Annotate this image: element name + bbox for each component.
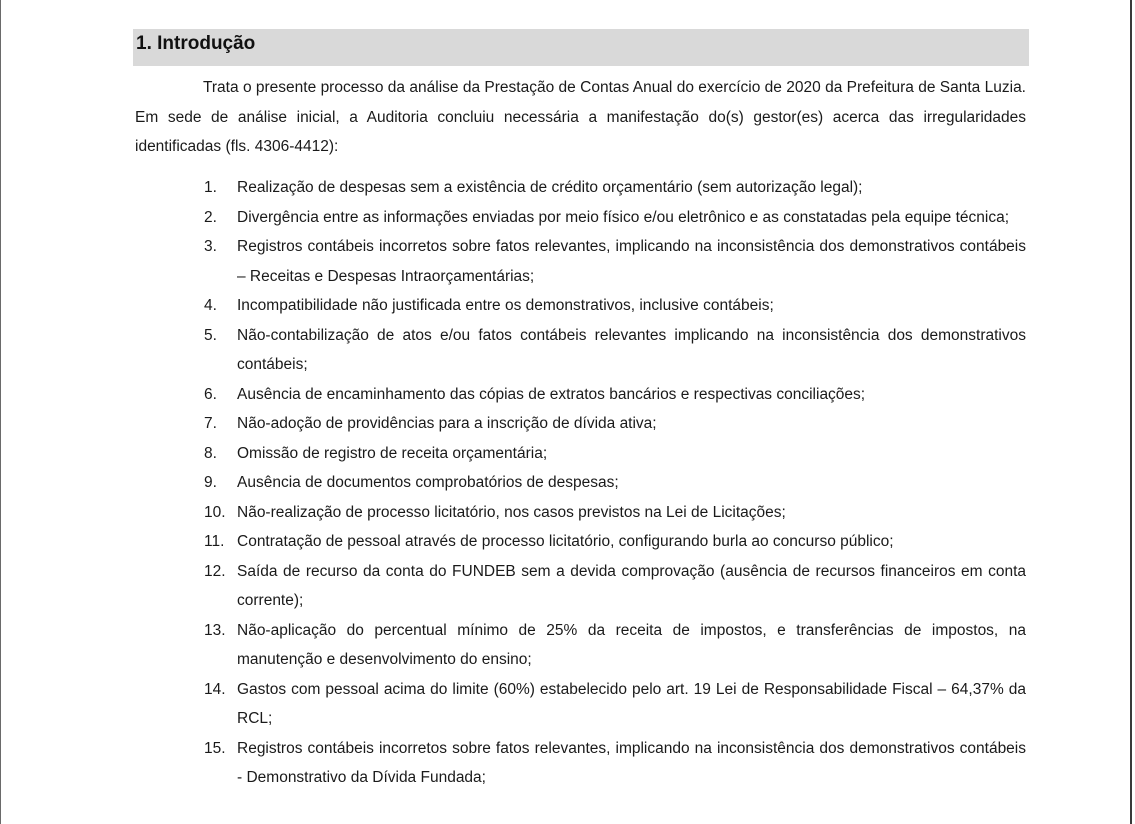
list-item: [0, 203, 1135, 233]
list-item-number: 9.: [204, 474, 217, 491]
list-item: [0, 321, 1135, 380]
list-item-number: 1.: [204, 179, 217, 196]
list-item-text: Realização de despesas sem a existência de crédito orçamentário (sem autorização legal);: [237, 179, 863, 196]
list-item: [0, 380, 1135, 410]
list-item-text: Contratação de pessoal através de processo licitatório, configurando burla ao concurso público;: [237, 533, 894, 550]
list-item-text: Saída de recurso da conta do FUNDEB sem a devida comprovação (ausência de recursos financeiros em conta corrente);: [237, 562, 1026, 609]
list-item-number: 15.: [204, 739, 226, 757]
list-item-number: 5.: [204, 326, 217, 344]
list-item: [0, 734, 1135, 793]
irregularities-list: [0, 173, 1135, 793]
list-item-number: 8.: [204, 444, 217, 462]
list-item-text: Incompatibilidade não justificada entre os demonstrativos, inclusive contábeis;: [237, 297, 774, 314]
list-item-text: Ausência de documentos comprobatórios de despesas;: [237, 474, 619, 491]
list-item-number: 6.: [204, 385, 217, 403]
list-item-text: Ausência de encaminhamento das cópias de extratos bancários e respectivas conciliações;: [237, 385, 866, 403]
section-heading: 1. Introdução: [136, 33, 256, 54]
list-item-number: 11.: [204, 533, 225, 550]
list-item: [0, 527, 1135, 557]
section-heading-bar: [133, 29, 1029, 66]
list-item-text: Não-realização de processo licitatório, nos casos previstos na Lei de Licitações;: [237, 503, 786, 521]
list-item: [0, 557, 1135, 616]
list-item-number: 14.: [204, 680, 226, 698]
list-item-text: Registros contábeis incorretos sobre fatos relevantes, implicando na inconsistência dos demonstrativos contábeis - Demonstrativo da Dívida Fundada;: [237, 739, 1026, 786]
list-item: [0, 468, 1135, 498]
list-item: [0, 675, 1135, 734]
list-item-text: Registros contábeis incorretos sobre fatos relevantes, implicando na inconsistência dos demonstrativos contábeis – Receitas e Despesas Intraorçamentárias;: [237, 238, 1026, 285]
list-item-number: 10.: [204, 503, 226, 521]
list-item-number: 4.: [204, 297, 217, 314]
list-item-text: Não-aplicação do percentual mínimo de 25% da receita de impostos, e transferências de impostos, na manutenção e desenvolvimento do ensino;: [237, 621, 1026, 668]
list-item-number: 3.: [204, 238, 217, 255]
list-item: [0, 173, 1135, 203]
list-item-text: Omissão de registro de receita orçamentária;: [237, 444, 548, 462]
list-item-number: 7.: [204, 415, 217, 432]
list-item: [0, 409, 1135, 439]
list-item-text: Não-adoção de providências para a inscrição de dívida ativa;: [237, 415, 657, 432]
list-item: [0, 498, 1135, 528]
list-item: [0, 232, 1135, 291]
list-item-text: Gastos com pessoal acima do limite (60%) estabelecido pelo art. 19 Lei de Responsabilidade Fiscal – 64,37% da RCL;: [237, 680, 1026, 727]
list-item-text: Divergência entre as informações enviadas por meio físico e/ou eletrônico e as constatadas pela equipe técnica;: [237, 208, 1010, 226]
list-item-number: 2.: [204, 208, 217, 226]
list-item: [0, 616, 1135, 675]
list-item-number: 12.: [204, 562, 226, 580]
intro-paragraph: Trata o presente processo da análise da Prestação de Contas Anual do exercício de 2020 da Prefeitura de Santa Luzia. Em sede de análise inicial, a Auditoria concluiu necessária a manifestação do(s) gestor(es) acerca das irregularidades identificadas (fls. 4306-4412):: [135, 79, 1026, 155]
list-item: [0, 291, 1135, 321]
list-item-number: 13.: [204, 621, 226, 639]
list-item: [0, 439, 1135, 469]
list-item-text: Não-contabilização de atos e/ou fatos contábeis relevantes implicando na inconsistência dos demonstrativos contábeis;: [237, 326, 1026, 373]
